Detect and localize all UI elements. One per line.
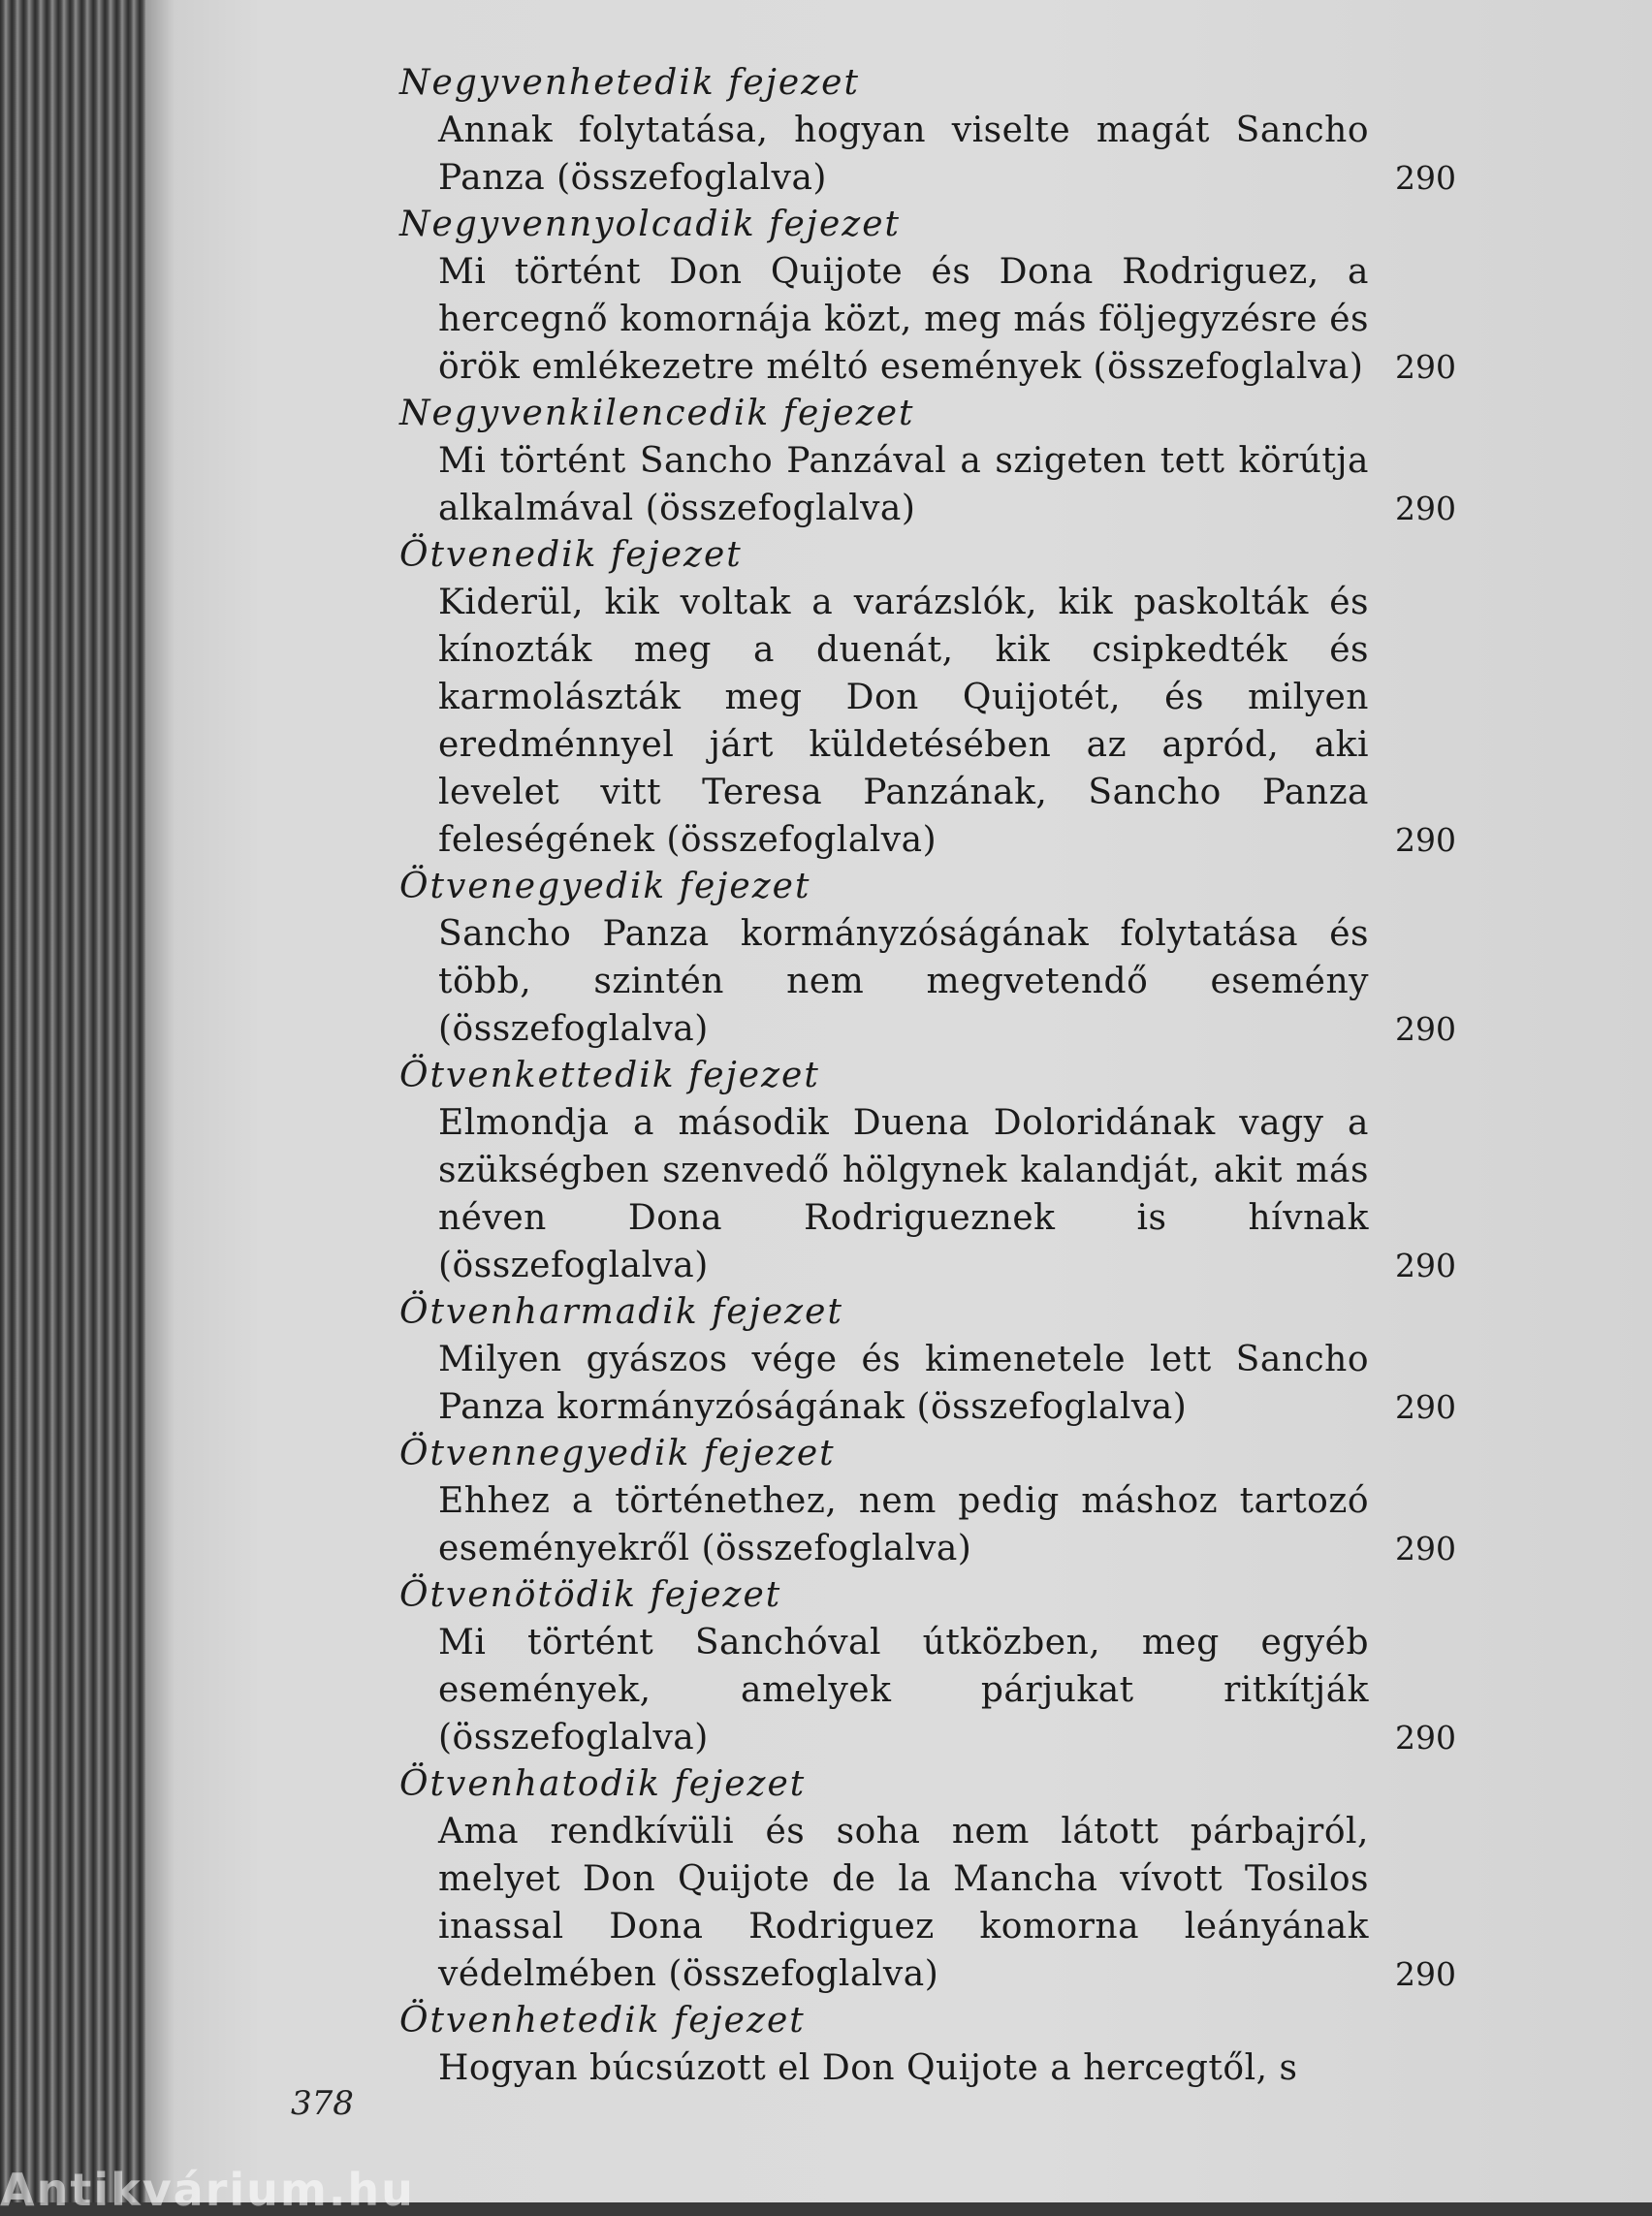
toc-entry xyxy=(399,1431,1485,1572)
chapter-summary: Annak folytatása, hogyan viselte magát Sancho Panza (összefoglalva) xyxy=(438,111,1369,198)
toc-entry xyxy=(399,1998,1485,2092)
chapter-summary: Milyen gyászos vége és kimenetele lett Sancho Panza kormányzóságának (összefoglalva) xyxy=(438,1340,1369,1427)
page-number: 290 xyxy=(1395,1388,1456,1426)
chapter-summary: Ama rendkívüli és soha nem látott párbajról, melyet Don Quijote de la Mancha vívott Tosilos inassal Dona Rodriguez komorna leányának védelmében (összefoglalva) xyxy=(438,1812,1369,1994)
toc-entry xyxy=(399,532,1485,864)
chapter-summary: Kiderül, kik voltak a varázslók, kik paskolták és kínozták meg a duenát, kik csipkedték és karmolászták meg Don Quijotét, és milyen eredménnyel járt küldetésében az apród, aki levelet vitt Teresa Panzának, Sancho Panza feleségének (összefoglalva) xyxy=(438,583,1369,860)
toc-entry xyxy=(399,60,1485,202)
chapter-summary: Hogyan búcsúzott el Don Quijote a hercegtől, s xyxy=(438,2048,1298,2088)
chapter-summary: Mi történt Sanchóval útközben, meg egyéb események, amelyek párjukat ritkítják (összefoglalva) xyxy=(438,1623,1369,1757)
book-spine xyxy=(0,0,145,2202)
chapter-summary-row xyxy=(399,579,1456,864)
chapter-heading: Ötvenhatodik fejezet xyxy=(399,1764,807,1804)
chapter-summary-row xyxy=(399,1336,1456,1431)
chapter-summary-row xyxy=(399,437,1456,532)
page-number: 290 xyxy=(1395,1010,1456,1048)
page-number: 290 xyxy=(1395,490,1456,527)
page-number: 290 xyxy=(1395,159,1456,197)
chapter-heading: Ötvenedik fejezet xyxy=(399,535,743,575)
chapter-summary-row xyxy=(399,248,1456,391)
chapter-heading: Negyvennyolcadik fejezet xyxy=(399,205,902,244)
toc-entry xyxy=(399,202,1485,391)
chapter-heading: Ötvenegyedik fejezet xyxy=(399,867,811,906)
chapter-summary: Mi történt Don Quijote és Dona Rodriguez, a hercegnő komornája közt, meg más följegyzésre és örök emlékezetre méltó események (összefoglalva) xyxy=(438,252,1369,387)
chapter-heading: Ötvenötödik fejezet xyxy=(399,1575,782,1615)
toc-entry xyxy=(399,1761,1485,1998)
chapter-heading: Ötvennegyedik fejezet xyxy=(399,1434,836,1473)
toc-entry xyxy=(399,391,1485,532)
chapter-summary-row xyxy=(399,2044,1408,2092)
chapter-heading: Ötvenkettedik fejezet xyxy=(399,1056,820,1095)
page-number: 290 xyxy=(1395,1530,1456,1567)
chapter-heading: Negyvenhetedik fejezet xyxy=(399,63,860,103)
toc-entry xyxy=(399,864,1485,1053)
page-number: 290 xyxy=(1395,1247,1456,1284)
toc-entry xyxy=(399,1572,1485,1761)
chapter-summary-row xyxy=(399,910,1456,1053)
chapter-summary: Ehhez a történethez, nem pedig máshoz tartozó eseményekről (összefoglalva) xyxy=(438,1481,1369,1568)
page-number: 290 xyxy=(1395,1719,1456,1757)
page-folio-number: 378 xyxy=(291,2084,354,2123)
chapter-summary-row xyxy=(399,1099,1456,1289)
chapter-summary-row xyxy=(399,1808,1456,1998)
chapter-summary-row xyxy=(399,1619,1456,1761)
watermark: Antikvárium.hu xyxy=(0,2164,415,2216)
page-number: 290 xyxy=(1395,1955,1456,1993)
chapter-summary-row xyxy=(399,107,1456,202)
chapter-heading: Ötvenharmadik fejezet xyxy=(399,1292,843,1332)
chapter-heading: Negyvenkilencedik fejezet xyxy=(399,394,915,433)
page-number: 290 xyxy=(1395,821,1456,859)
chapter-heading: Ötvenhetedik fejezet xyxy=(399,2001,806,2041)
table-of-contents xyxy=(399,60,1485,2092)
chapter-summary: Sancho Panza kormányzóságának folytatása és több, szintén nem megvetendő esemény (összefoglalva) xyxy=(438,914,1369,1049)
toc-entry xyxy=(399,1289,1485,1431)
page-number: 290 xyxy=(1395,348,1456,386)
chapter-summary: Mi történt Sancho Panzával a szigeten tett körútja alkalmával (összefoglalva) xyxy=(438,441,1369,528)
chapter-summary: Elmondja a második Duena Doloridának vagy a szükségben szenvedő hölgynek kalandját, akit más néven Dona Rodrigueznek is hívnak (összefoglalva) xyxy=(438,1103,1369,1285)
chapter-summary-row xyxy=(399,1477,1456,1572)
toc-entry xyxy=(399,1053,1485,1289)
